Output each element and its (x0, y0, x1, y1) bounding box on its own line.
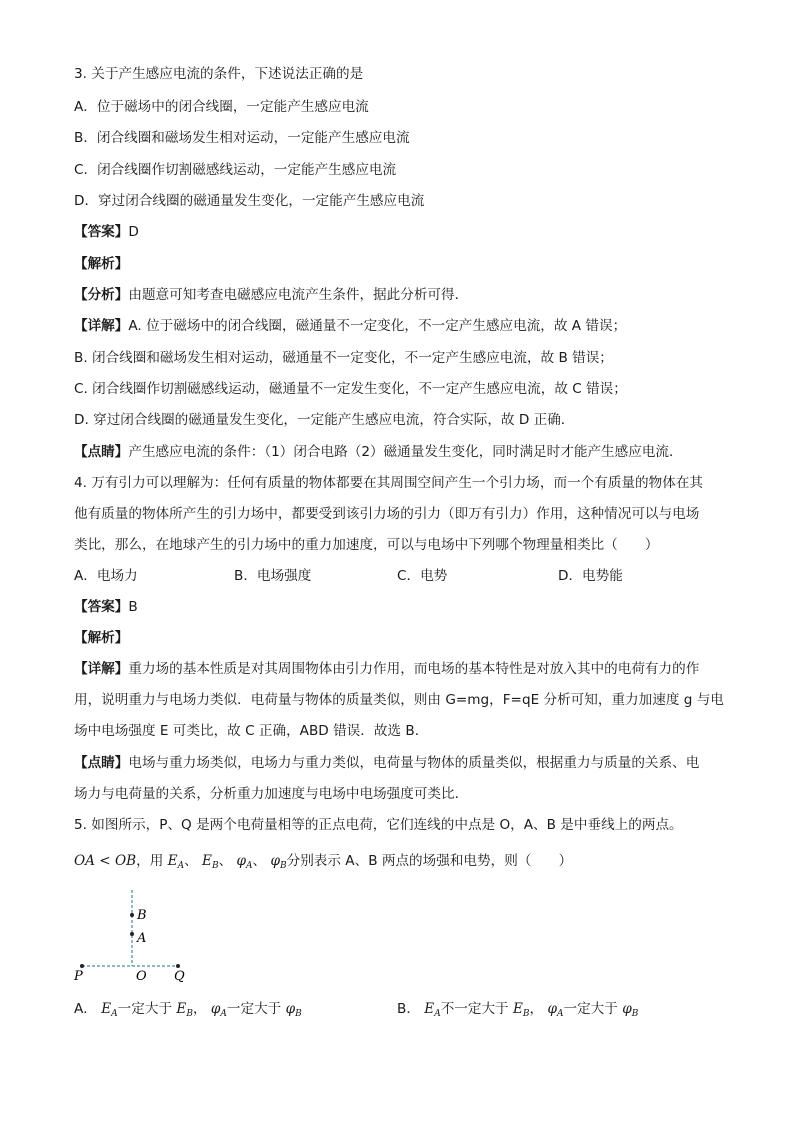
q3-xiangjie-line-2: B. 闭合线圈和磁场发生相对运动，磁通量不一定变化，不一定产生感应电流，故 B 错误； (74, 350, 613, 366)
answer-tag: 【答案】 (74, 599, 129, 615)
q3-analysis-tag (74, 255, 128, 273)
q3-xiangjie-line-4: D. 穿过闭合线圈的磁通量发生变化，一定能产生感应电流，符合实际，故 D 正确． (74, 412, 575, 428)
answer-value: B (128, 599, 138, 615)
q4-option-b: B．电场强度 (234, 568, 312, 584)
q4-dianjing-line-2: 场力与电荷量的关系，分析重力加速度与电场中电场强度可类比． (74, 786, 469, 802)
label-B: B (137, 908, 147, 923)
dianjing-tag: 【点睛】 (74, 755, 129, 771)
fenxi-tag: 【分析】 (74, 287, 129, 303)
sym-EA: $E_A$ (167, 853, 185, 871)
sym-EB: $E_B$ (512, 1001, 530, 1019)
sym-phiA: $\varphi_A$ (210, 1001, 227, 1019)
dianjing-tag: 【点睛】 (74, 444, 129, 460)
point-P (80, 964, 84, 968)
sym-EA: $E_A$ (424, 1001, 441, 1019)
xiangjie-text: 重力场的基本性质是对其周围物体由引力作用，而电场的基本特性是对放入其中的电荷有力的作 (128, 661, 700, 677)
q4-option-d: D．电势能 (558, 568, 623, 584)
q4-analysis-tag (74, 629, 128, 647)
point-A (130, 932, 134, 936)
answer-tag: 【答案】 (74, 224, 129, 240)
q4-option-c: C．电势 (397, 568, 448, 584)
q3-option-d: D．穿过闭合线圈的磁通量发生变化，一定能产生感应电流 (74, 193, 425, 209)
q4-stem-line-2: 他有质量的物体所产生的引力场中，都要受到该引力场的引力（即万有引力）作用，这种情况可以与电场 (74, 506, 700, 522)
point-Q (176, 964, 180, 968)
label-P: P (74, 969, 83, 984)
sym-phiB: $\varphi_B$ (622, 1001, 639, 1019)
q5-option-b: B． $E_A$不一定大于 $E_B$， $\varphi_A$一定大于 $\varphi_B$ (397, 1001, 639, 1019)
q5-stem-line-2: OA < OB，用 $E_A$、 $E_B$、 $\varphi_A$、 $\varphi_B$分别表示 A、B 两点的场强和电势，则（ ） (74, 853, 573, 871)
q4-stem-line-3: 类比，那么，在地球产生的引力场中的重力加速度，可以与电场中下列哪个物理量相类比（ ） (74, 537, 659, 553)
answer-value: D (128, 224, 139, 240)
xiangjie-tag: 【详解】 (74, 661, 129, 677)
q3-option-a: A．位于磁场中的闭合线圈，一定能产生感应电流 (74, 99, 369, 115)
q4-stem-line-1: 4. 万有引力可以理解为：任何有质量的物体都要在其周围空间产生一个引力场，而一个有质量的物体在其 (74, 475, 704, 491)
sym-phiB: $\varphi_B$ (270, 853, 287, 871)
sym-EA: $E_A$ (101, 1001, 118, 1019)
q5-stem-line-1: 5. 如图所示，P、Q 是两个电荷量相等的正点电荷，它们连线的中点是 O，A、B 是中垂线上的两点。 (74, 817, 683, 833)
dianjing-text: 电场与重力场类似，电场力与重力类似，电荷量与物体的质量类似，根据重力与质量的关系、电 (128, 755, 700, 771)
q3-xiangjie-line-3: C. 闭合线圈作切割磁感线运动，磁通量不一定发生变化，不一定产生感应电流，故 C 错误； (74, 381, 627, 397)
oa-lt-ob: OA < OB (74, 853, 137, 869)
q3-answer (74, 223, 139, 241)
xiangjie-tag: 【详解】 (74, 318, 129, 334)
sym-phiA: $\varphi_A$ (547, 1001, 564, 1019)
sym-phiA: $\varphi_A$ (236, 853, 253, 871)
label-Q: Q (174, 969, 185, 984)
analysis-tag: 【解析】 (74, 630, 129, 646)
label-A: A (137, 931, 147, 946)
dianjing-text: 产生感应电流的条件：（1）闭合电路（2）磁通量发生变化，同时满足时才能产生感应电流． (128, 444, 683, 460)
sym-EB: $E_B$ (202, 853, 219, 871)
q3-xiangjie-line-1 (74, 317, 626, 335)
analysis-tag: 【解析】 (74, 256, 129, 272)
q3-dianjing (74, 443, 683, 461)
q3-stem: 3. 关于产生感应电流的条件，下述说法正确的是 (74, 66, 364, 82)
charge-diagram (70, 890, 200, 985)
q4-dianjing-line-1 (74, 754, 699, 772)
q4-option-a: A．电场力 (74, 568, 138, 584)
q5-option-a: A． $E_A$一定大于 $E_B$， $\varphi_A$一定大于 $\varphi_B$ (74, 1001, 302, 1019)
label-O: O (136, 969, 147, 984)
point-B (130, 913, 134, 917)
q3-option-c: C．闭合线圈作切割磁感线运动，一定能产生感应电流 (74, 162, 397, 178)
q3-fenxi (74, 286, 468, 304)
q4-answer (74, 598, 138, 616)
q4-xiangjie-line-3: 场中电场强度 E 可类比，故 C 正确，ABD 错误．故选 B． (74, 723, 429, 739)
xiangjie-text: A. 位于磁场中的闭合线圈，磁通量不一定变化，不一定产生感应电流，故 A 错误； (128, 318, 627, 334)
q4-xiangjie-line-2: 用，说明重力与电场力类似．电荷量与物体的质量类似，则由 G=mg，F=qE 分析可知，重力加速度 g 与电 (74, 692, 724, 708)
fenxi-text: 由题意可知考查电磁感应电流产生条件，据此分析可得． (128, 287, 469, 303)
sym-EB: $E_B$ (176, 1001, 193, 1019)
q4-xiangjie-line-1 (74, 660, 699, 678)
q3-option-b: B．闭合线圈和磁场发生相对运动，一定能产生感应电流 (74, 130, 410, 146)
sym-phiB: $\varphi_B$ (285, 1001, 302, 1019)
